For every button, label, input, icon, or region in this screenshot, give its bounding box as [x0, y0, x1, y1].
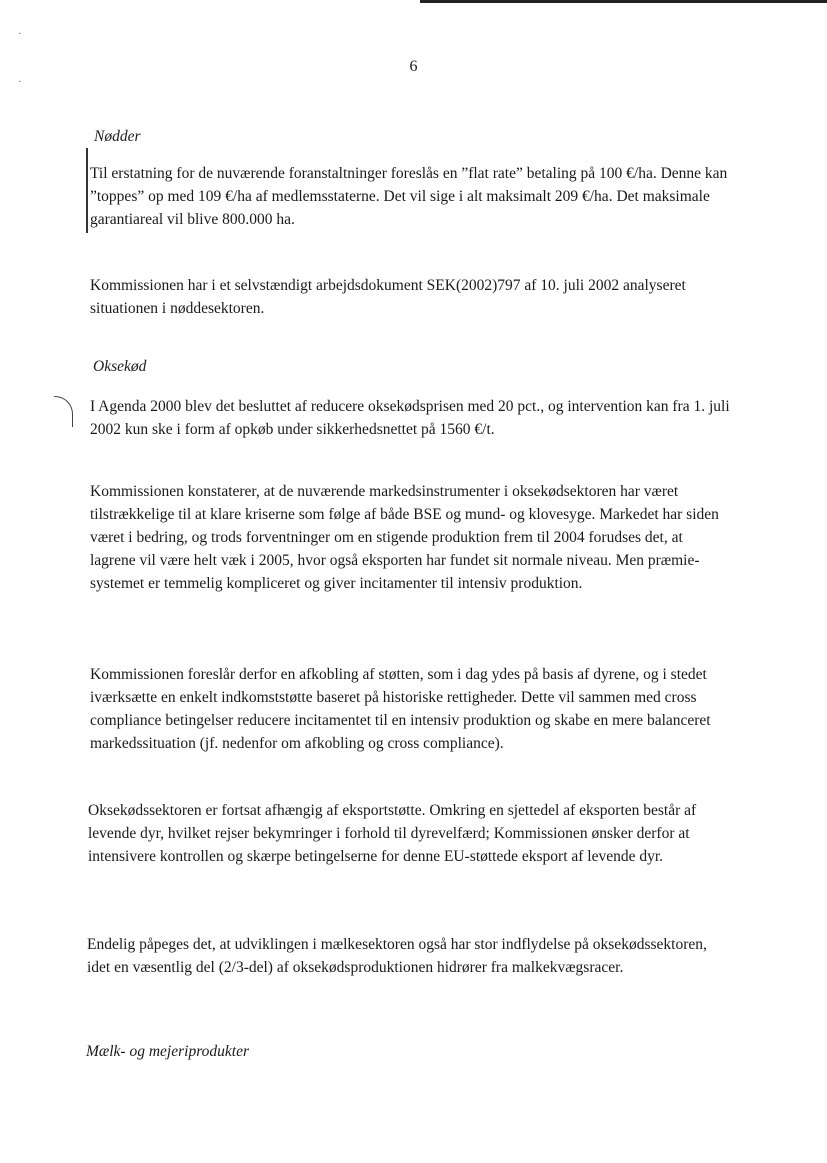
paragraph-oksekod-1: I Agenda 2000 blev det besluttet af reducere oksekødsprisen med 20 pct., og intervention kan fra 1. juli 2002 kun ske i form af opkøb under sikkerhedsnettet på 1560 €/t. — [90, 398, 730, 438]
paragraph-nodder-analysis: Kommissionen har i et selvstændigt arbejdsdokument SEK(2002)797 af 10. juli 2002 analyseret situationen i nøddesektoren. — [90, 277, 686, 317]
paragraph-oksekod-5: Endelig påpeges det, at udviklingen i mælkesektoren også har stor indflydelse på oksekødssektoren, idet en væsentlig del (2/3-del) af oksekødsproduktionen hidrører fra malkekvægsracer. — [87, 936, 707, 976]
scan-speck: · — [18, 28, 22, 40]
top-scan-rule — [420, 0, 827, 3]
change-bar — [86, 148, 88, 233]
paragraph-oksekod-3: Kommissionen foreslår derfor en afkobling af støtten, som i dag ydes på basis af dyrene, og i stedet iværksætte en enkelt indkomststøtte baseret på historiske rettigheder. Dette vil sammen med cross compliance betingelser reducere incitamentet til en intensiv produktion og skabe en mere balanceret markedssituation (jf. nedenfor om afkobling og cross compliance). — [90, 666, 711, 752]
scan-speck: · — [18, 76, 22, 88]
paragraph-oksekod-4: Oksekødssektoren er fortsat afhængig af eksportstøtte. Omkring en sjettedel af eksporten består af levende dyr, hvilket rejser bekymringer i forhold til dyrevelfærd; Kommissionen ønsker derfor at intensivere kontrollen og skærpe betingelserne for denne EU-støttede eksport af levende dyr. — [88, 802, 697, 865]
page-number: 6 — [409, 58, 418, 75]
section-heading-nodder: Nødder — [94, 128, 141, 145]
section-heading-oksekod: Oksekød — [93, 358, 147, 375]
section-heading-maelk: Mælk- og mejeriprodukter — [86, 1043, 249, 1060]
paragraph-oksekod-2: Kommissionen konstaterer, at de nuværende markedsinstrumenter i oksekødsektoren har været tilstrækkelige til at klare kriserne som følge af både BSE og mund- og klovesyge. Markedet har siden været i bedring, og trods forventninger om en stigende produktion frem til 2004 forudses det, at lagrene vil være helt væk i 2005, hvor også eksporten har fundet sit normale niveau. Men præmie-systemet er temmelig kompliceret og giver incitamenter til intensiv produktion. — [90, 483, 719, 592]
paragraph-nodder: Til erstatning for de nuværende foranstaltninger foreslås en ”flat rate” betaling på 100 €/ha. Denne kan ”toppes” op med 109 €/ha af medlemsstaterne. Det vil sige i alt maksimalt 209 €/ha. Det maksimale garantiareal vil blive 800.000 ha. — [90, 165, 728, 228]
margin-mark — [54, 396, 73, 427]
